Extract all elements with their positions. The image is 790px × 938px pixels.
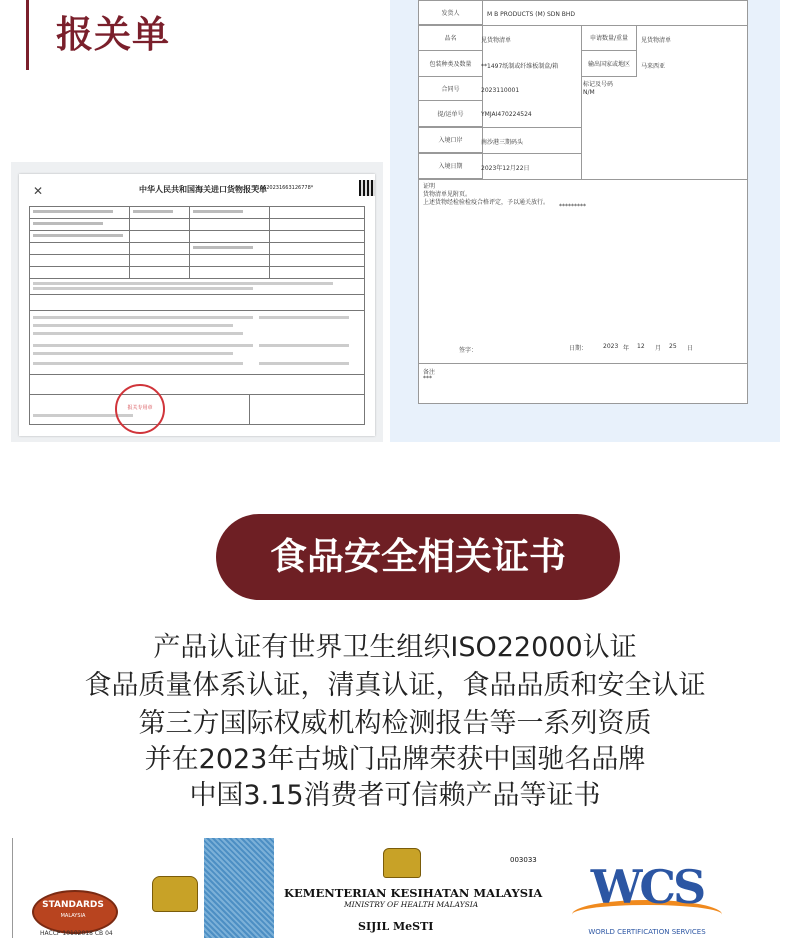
malaysia-crest-icon <box>152 876 198 912</box>
row-label: 申请数量/重量 <box>581 25 637 51</box>
row-label: 包装种类及数量 <box>419 51 483 77</box>
inspection-paper <box>418 0 748 404</box>
standards-badge <box>32 890 118 934</box>
wcs-name: WCS <box>590 860 704 914</box>
row-label: 入境口岸 <box>419 127 483 153</box>
date-year-unit: 年 <box>623 345 630 352</box>
row-value: M B PRODUCTS (M) SDN BHD <box>487 11 576 18</box>
date-year: 2023 <box>603 343 619 350</box>
certificates-heading: 食品安全相关证书 <box>270 535 566 578</box>
row-label: 发货人 <box>419 1 483 25</box>
wcs-logo <box>572 860 722 936</box>
customs-emblem-icon: ✕ <box>33 184 44 198</box>
section-accent-bar <box>26 0 29 70</box>
certification-logos <box>12 838 790 938</box>
remark-value: *** <box>423 375 432 382</box>
statement-line: 第三方国际权威机构检测报告等一系列资质 <box>138 708 652 739</box>
row-value: 见货物清单 <box>481 37 512 44</box>
standards-sub: MALAYSIA <box>60 913 86 919</box>
note-line: 货物清单见附页。 <box>423 191 472 198</box>
row-value: 南沙港三期码头 <box>481 139 524 146</box>
standards-name: STANDARDS <box>42 900 104 910</box>
kkm-certificate-name: SIJIL MeSTI <box>358 920 434 933</box>
statement-line: 食品质量体系认证，清真认证，食品品质和安全认证 <box>84 670 706 701</box>
marks-label: 标记及号码 <box>583 81 614 88</box>
note-title: 证明 <box>423 183 436 190</box>
certificate-pattern <box>204 838 274 938</box>
kkm-subtitle: MINISTRY OF HEALTH MALAYSIA <box>344 900 479 909</box>
note-stars: ********* <box>559 203 586 210</box>
row-value: **1497纸制或纤维板制盒/箱 <box>481 63 559 70</box>
row-value: YMJAI470224524 <box>481 111 532 118</box>
remark-label: 备注 <box>423 369 436 376</box>
date-month-unit: 月 <box>655 345 662 352</box>
row-label: 入境日期 <box>419 153 483 179</box>
statement-line: 并在2023年古城门品牌荣获中国驰名品牌 <box>144 744 646 775</box>
customs-declaration-image <box>11 162 383 442</box>
section-title: 报关单 <box>56 13 170 56</box>
date-month: 12 <box>637 343 645 350</box>
date-label: 日期： <box>569 345 588 352</box>
row-label: 提/运单号 <box>419 101 483 127</box>
kkm-number: 003033 <box>510 856 537 864</box>
sign-label: 签字： <box>459 347 478 354</box>
customs-stamp: 报关专用章 <box>115 384 165 434</box>
wcs-sub: WORLD CERTIFICATION SERVICES <box>588 928 706 936</box>
kkm-title: KEMENTERIAN KESIHATAN MALAYSIA <box>284 886 543 900</box>
declaration-title: 中华人民共和国海关进口货物报关单 <box>139 185 267 194</box>
row-value: 马来西亚 <box>641 63 666 70</box>
declaration-code: *516620231663126778* <box>251 185 314 191</box>
date-day: 25 <box>669 343 677 350</box>
halal-certificate-image <box>142 838 260 938</box>
marks-value: N/M <box>583 89 595 96</box>
row-label: 输出国家或地区 <box>581 51 637 77</box>
row-value: 见货物清单 <box>641 37 672 44</box>
malaysia-crest-icon <box>383 848 421 878</box>
row-label: 品名 <box>419 25 483 51</box>
statement-line: 中国3.15消费者可信赖产品等证书 <box>189 780 601 811</box>
qr-code-icon <box>359 180 375 196</box>
statement-line: 产品认证有世界卫生组织ISO22000认证 <box>153 632 637 663</box>
standards-malaysia-logo <box>12 838 132 938</box>
row-value: 2023110001 <box>481 87 520 94</box>
note-line: 上述货物经检验检疫合格评定，予以通关放行。 <box>423 199 550 206</box>
row-value: 2023年12月22日 <box>481 165 530 172</box>
row-label: 合同号 <box>419 77 483 101</box>
date-day-unit: 日 <box>687 345 694 352</box>
standards-bottom: HACCP 10102018 CB 04 <box>40 930 113 937</box>
declaration-paper <box>19 174 375 436</box>
